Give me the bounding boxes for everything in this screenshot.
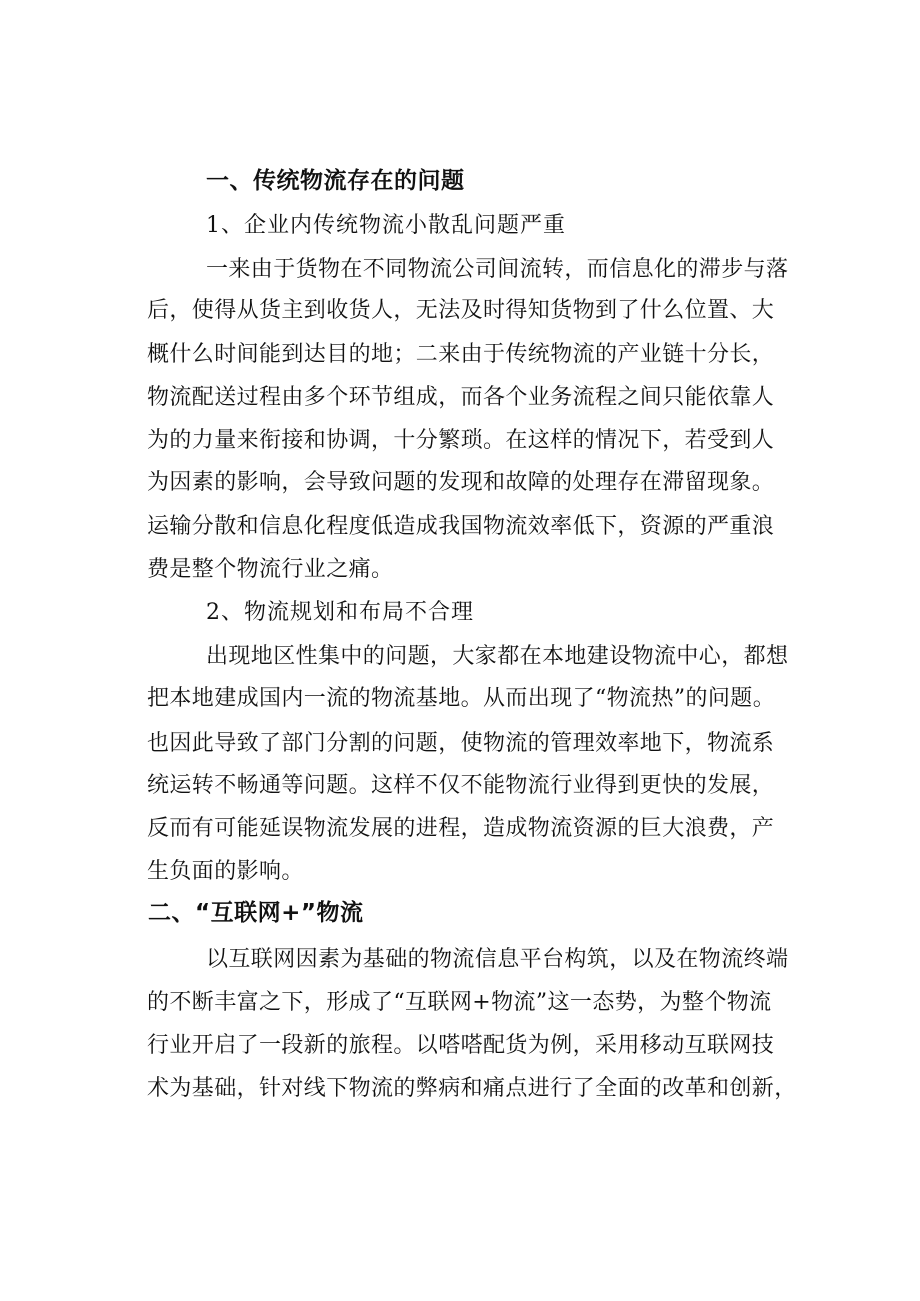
paragraph-line: 费是整个物流行业之痛。 (147, 557, 394, 582)
paragraph-line: 术为基础，针对线下物流的弊病和痛点进行了全面的改革和创新， (147, 1076, 797, 1101)
paragraph-line: 一来由于货物在不同物流公司间流转，而信息化的滞步与落 (206, 257, 789, 282)
paragraph-line: 为因素的影响，会导致问题的发现和故障的处理存在滞留现象。 (147, 470, 775, 495)
paragraph-line: 运输分散和信息化程度低造成我国物流效率低下，资源的严重浪 (147, 514, 775, 539)
paragraph-line: 行业开启了一段新的旅程。以嗒嗒配货为例，采用移动互联网技 (147, 1033, 775, 1058)
paragraph-line: 为的力量来衔接和协调，十分繁琐。在这样的情况下，若受到人 (147, 428, 775, 453)
paragraph-line: 反而有可能延误物流发展的进程，造成物流资源的巨大浪费，产 (147, 816, 775, 841)
paragraph-line: 生负面的影响。 (147, 859, 304, 884)
section1-heading: 一、传统物流存在的问题 (206, 168, 465, 194)
paragraph-line: 后，使得从货主到收货人，无法及时得知货物到了什么位置、大 (147, 298, 775, 323)
paragraph-line: 物流配送过程由多个环节组成，而各个业务流程之间只能依靠人 (147, 385, 775, 410)
sub1-title: 1、企业内传统物流小散乱问题严重 (206, 213, 566, 238)
section2-heading: 二、“互联网+”物流 (148, 900, 364, 926)
paragraph-line: 的不断丰富之下，形成了“互联网+物流”这一态势，为整个物流 (147, 990, 772, 1015)
paragraph-line: 以互联网因素为基础的物流信息平台构筑，以及在物流终端 (206, 947, 789, 972)
sub2-title: 2、物流规划和布局不合理 (206, 600, 474, 625)
paragraph-line: 出现地区性集中的问题，大家都在本地建设物流中心，都想 (206, 644, 789, 669)
paragraph-line: 也因此导致了部门分割的问题，使物流的管理效率地下，物流系 (147, 731, 775, 756)
paragraph-line: 把本地建成国内一流的物流基地。从而出现了“物流热”的问题。 (147, 686, 776, 711)
paragraph-line: 统运转不畅通等问题。这样不仅不能物流行业得到更快的发展， (147, 773, 775, 798)
paragraph-line: 概什么时间能到达目的地；二来由于传统物流的产业链十分长， (147, 342, 775, 367)
